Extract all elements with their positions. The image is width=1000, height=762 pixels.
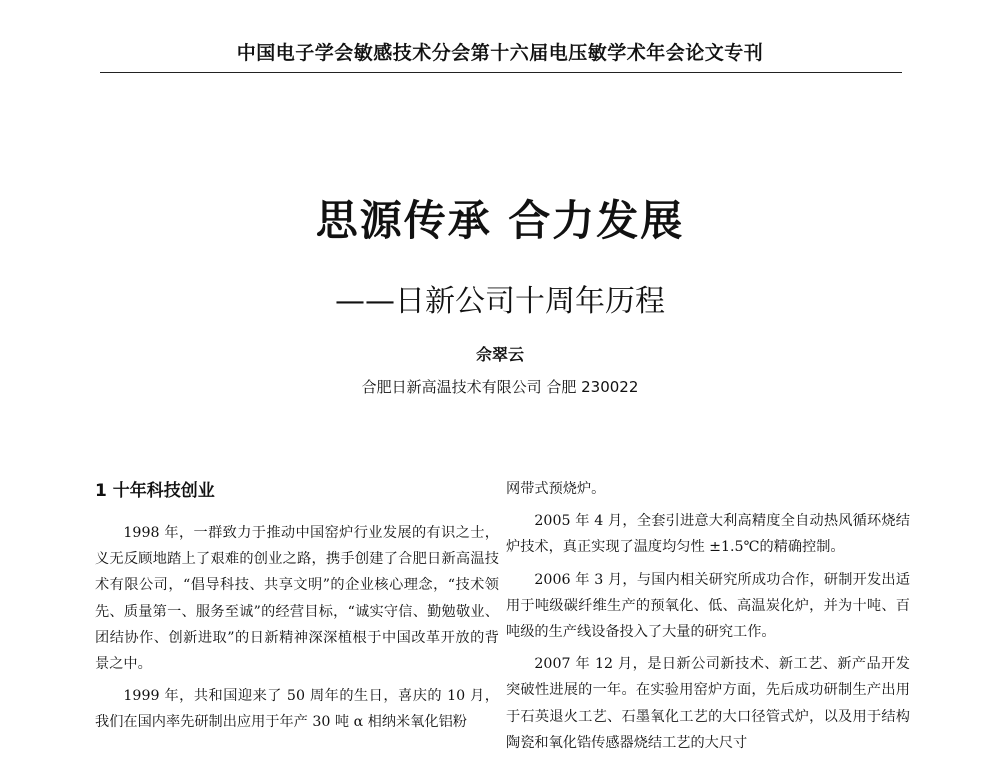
paragraph: 1998 年，一群致力于推动中国窑炉行业发展的有识之士，义无反顾地踏上了艰难的创业之路，携手创建了合肥日新高温技术有限公司，“倡导科技、共享文明”的企业核心理念，“技术领先、质量第一、服务至诚”的经营目标，“诚实守信、勤勉敬业、团结协作、创新进取”的日新精神深深植根于中国改革开放的背景之中。 xyxy=(95,525,499,673)
article-affiliation: 合肥日新高温技术有限公司 合肥 230022 xyxy=(361,378,639,396)
right-column xyxy=(506,476,910,762)
paragraph: 2006 年 3 月，与国内相关研究所成功合作，研制开发出适用于吨级碳纤维生产的预氧化、低、高温炭化炉，并为十吨、百吨级的生产线设备投入了大量的研究工作。 xyxy=(506,571,910,641)
paragraph: 2005 年 4 月，全套引进意大利高精度全自动热风循环烧结炉技术，真正实现了温度均匀性 ±1.5℃的精确控制。 xyxy=(506,513,910,556)
article-subtitle: ——日新公司十周年历程 xyxy=(335,284,665,319)
header-rule xyxy=(100,72,902,73)
article-title: 思源传承 合力发展 xyxy=(315,196,685,245)
journal-header: 中国电子学会敏感技术分会第十六届电压敏学术年会论文专刊 xyxy=(236,42,764,64)
article-author: 佘翠云 xyxy=(475,345,524,364)
paragraph: 网带式预烧炉。 xyxy=(506,481,606,497)
section-heading: 1 十年科技创业 xyxy=(95,481,215,501)
left-column xyxy=(95,476,499,742)
paragraph: 1999 年，共和国迎来了 50 周年的生日，喜庆的 10 月，我们在国内率先研制出应用于年产 30 吨 α 相纳米氧化铝粉 xyxy=(95,688,499,731)
paragraph: 2007 年 12 月，是日新公司新技术、新工艺、新产品开发突破性进展的一年。在实验用窑炉方面，先后成功研制生产出用于石英退火工艺、石墨氧化工艺的大口径管式炉，以及用于结构陶瓷和氧化锆传感器烧结工艺的大尺寸 xyxy=(506,656,910,751)
